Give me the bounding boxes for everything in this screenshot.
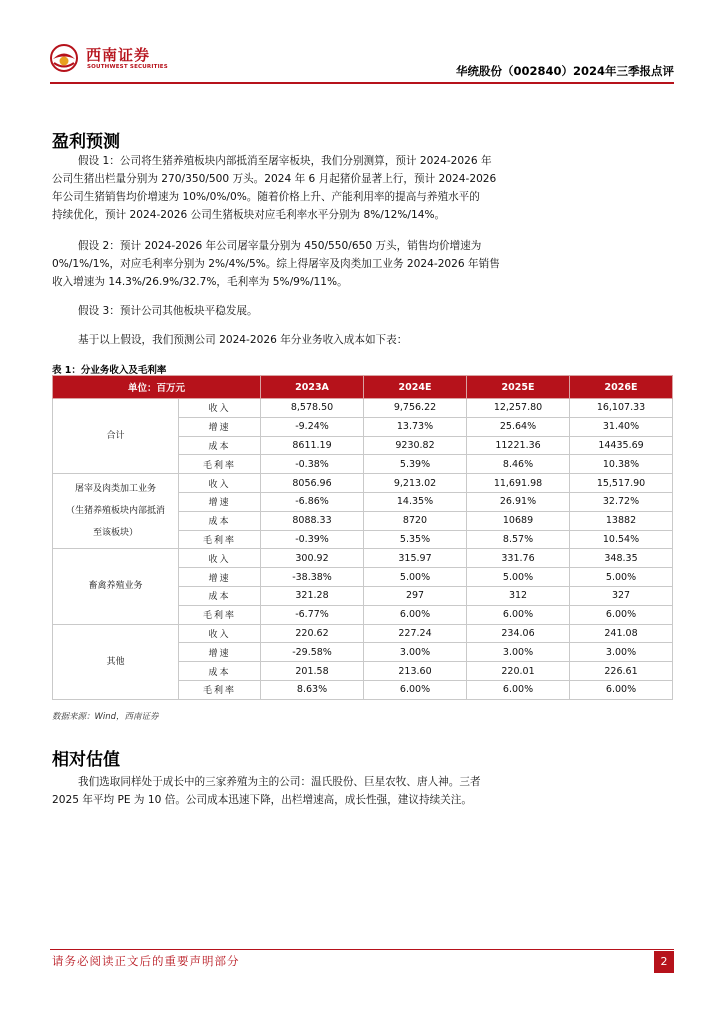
value-cell: 5.00% <box>570 568 673 587</box>
value-cell: 10689 <box>467 511 570 530</box>
paragraph-line: 收入增速为 14.3%/26.9%/32.7%，毛利率为 5%/9%/11%。 <box>52 276 348 288</box>
value-cell: 321.28 <box>261 586 364 605</box>
value-cell: -29.58% <box>261 643 364 662</box>
value-cell: 10.38% <box>570 455 673 474</box>
value-cell: -0.38% <box>261 455 364 474</box>
value-cell: 8611.19 <box>261 436 364 455</box>
footer-divider <box>50 949 674 950</box>
value-cell: -6.77% <box>261 605 364 624</box>
segment-name-line: 至该板块） <box>92 528 138 539</box>
assumption-2-paragraph <box>52 237 672 291</box>
value-cell: 8720 <box>364 511 467 530</box>
value-cell: 13.73% <box>364 417 467 436</box>
metric-cell: 增速 <box>179 492 261 511</box>
value-cell: 11,691.98 <box>467 474 570 493</box>
value-cell: 6.00% <box>570 605 673 624</box>
value-cell: 6.00% <box>364 680 467 699</box>
column-header: 2025E <box>467 376 570 399</box>
southwest-securities-logo-icon <box>50 44 78 72</box>
page-header <box>0 0 724 90</box>
value-cell: 13882 <box>570 511 673 530</box>
table-row <box>53 624 673 643</box>
value-cell: 26.91% <box>467 492 570 511</box>
metric-cell: 毛利率 <box>179 605 261 624</box>
forecast-intro-paragraph <box>52 331 672 349</box>
page-number: 2 <box>654 951 674 973</box>
value-cell: 8,578.50 <box>261 399 364 418</box>
value-cell: 327 <box>570 586 673 605</box>
paragraph-line: 2025 年平均 PE 为 10 倍。公司成本迅速下降，出栏增速高，成长性强，建议持续关注。 <box>52 794 472 806</box>
table-header-row <box>53 376 673 399</box>
metric-cell: 收入 <box>179 399 261 418</box>
table-body <box>53 399 673 700</box>
value-cell: 234.06 <box>467 624 570 643</box>
value-cell: 11221.36 <box>467 436 570 455</box>
paragraph-line: 假设 3：预计公司其他板块平稳发展。 <box>78 305 258 317</box>
value-cell: 348.35 <box>570 549 673 568</box>
value-cell: 5.39% <box>364 455 467 474</box>
value-cell: 300.92 <box>261 549 364 568</box>
report-title: 华统股份（002840）2024年三季报点评 <box>455 64 674 78</box>
header-divider <box>50 82 674 84</box>
paragraph-line: 公司生猪出栏量分别为 270/350/500 万头。2024 年 6 月起猪价显著上行，预计 2024-2026 <box>52 173 497 185</box>
value-cell: 9,213.02 <box>364 474 467 493</box>
metric-cell: 成本 <box>179 436 261 455</box>
value-cell: 241.08 <box>570 624 673 643</box>
section-title-relative-valuation: 相对估值 <box>52 750 120 770</box>
value-cell: 227.24 <box>364 624 467 643</box>
paragraph-line: 持续优化，预计 2024-2026 公司生猪板块对应毛利率水平分别为 8%/12%/14%。 <box>52 209 446 221</box>
metric-cell: 收入 <box>179 624 261 643</box>
value-cell: 220.62 <box>261 624 364 643</box>
value-cell: 315.97 <box>364 549 467 568</box>
value-cell: 12,257.80 <box>467 399 570 418</box>
segment-revenue-table <box>52 375 673 700</box>
value-cell: 6.00% <box>467 680 570 699</box>
value-cell: 5.00% <box>364 568 467 587</box>
value-cell: 5.00% <box>467 568 570 587</box>
value-cell: 14435.69 <box>570 436 673 455</box>
value-cell: -38.38% <box>261 568 364 587</box>
logo-text-cn: 西南证券 <box>86 46 151 64</box>
metric-cell: 收入 <box>179 549 261 568</box>
paragraph-line: 我们选取同样处于成长中的三家养殖为主的公司：温氏股份、巨星农牧、唐人神。三者 <box>78 776 481 788</box>
paragraph-line: 假设 1：公司将生猪养殖板块内部抵消至屠宰板块，我们分别测算，预计 2024-2026 年 <box>78 155 492 167</box>
value-cell: 8.46% <box>467 455 570 474</box>
metric-cell: 成本 <box>179 662 261 681</box>
value-cell: 9230.82 <box>364 436 467 455</box>
segment-name-line: （生猪养殖板块内部抵消 <box>65 506 165 517</box>
value-cell: 5.35% <box>364 530 467 549</box>
value-cell: -0.39% <box>261 530 364 549</box>
segment-name-cell <box>53 549 179 624</box>
assumption-3-paragraph <box>52 302 672 320</box>
value-cell: 220.01 <box>467 662 570 681</box>
valuation-paragraph <box>52 773 672 809</box>
segment-name-cell <box>53 474 179 549</box>
value-cell: 8056.96 <box>261 474 364 493</box>
segment-name-cell <box>53 624 179 699</box>
value-cell: 6.00% <box>364 605 467 624</box>
column-header: 2024E <box>364 376 467 399</box>
table-row <box>53 474 673 493</box>
segment-name-line: 其他 <box>106 656 125 667</box>
table-row <box>53 549 673 568</box>
data-source-note: 数据来源：Wind，西南证券 <box>52 712 159 722</box>
paragraph-line: 基于以上假设，我们预测公司 2024-2026 年分业务收入成本如下表： <box>78 334 408 346</box>
value-cell: 10.54% <box>570 530 673 549</box>
value-cell: 226.61 <box>570 662 673 681</box>
metric-cell: 增速 <box>179 568 261 587</box>
value-cell: 213.60 <box>364 662 467 681</box>
value-cell: 14.35% <box>364 492 467 511</box>
value-cell: 297 <box>364 586 467 605</box>
value-cell: 31.40% <box>570 417 673 436</box>
unit-header: 单位：百万元 <box>53 376 261 399</box>
metric-cell: 成本 <box>179 511 261 530</box>
value-cell: 25.64% <box>467 417 570 436</box>
paragraph-line: 0%/1%/1%，对应毛利率分别为 2%/4%/5%。综上得屠宰及肉类加工业务 2024-2026 年销售 <box>52 258 500 270</box>
segment-name-cell <box>53 399 179 474</box>
value-cell: 3.00% <box>570 643 673 662</box>
value-cell: 6.00% <box>570 680 673 699</box>
column-header: 2023A <box>261 376 364 399</box>
assumption-1-paragraph <box>52 152 672 224</box>
value-cell: 32.72% <box>570 492 673 511</box>
value-cell: -9.24% <box>261 417 364 436</box>
value-cell: 16,107.33 <box>570 399 673 418</box>
value-cell: 8088.33 <box>261 511 364 530</box>
metric-cell: 增速 <box>179 417 261 436</box>
section-title-earnings-forecast: 盈利预测 <box>52 132 120 152</box>
segment-name-line: 屠宰及肉类加工业务 <box>74 484 156 495</box>
value-cell: 3.00% <box>467 643 570 662</box>
metric-cell: 成本 <box>179 586 261 605</box>
value-cell: 9,756.22 <box>364 399 467 418</box>
segment-name-line: 合计 <box>106 431 125 442</box>
value-cell: 8.57% <box>467 530 570 549</box>
value-cell: -6.86% <box>261 492 364 511</box>
logo-text-en: SOUTHWEST SECURITIES <box>87 64 168 70</box>
metric-cell: 增速 <box>179 643 261 662</box>
metric-cell: 毛利率 <box>179 530 261 549</box>
metric-cell: 毛利率 <box>179 455 261 474</box>
value-cell: 6.00% <box>467 605 570 624</box>
paragraph-line: 年公司生猪销售均价增速为 10%/0%/0%。随着价格上升、产能利用率的提高与养殖水平的 <box>52 191 480 203</box>
metric-cell: 收入 <box>179 474 261 493</box>
disclaimer-notice: 请务必阅读正文后的重要声明部分 <box>52 954 240 968</box>
table-row <box>53 399 673 418</box>
value-cell: 8.63% <box>261 680 364 699</box>
value-cell: 201.58 <box>261 662 364 681</box>
table-caption: 表 1：分业务收入及毛利率 <box>52 365 167 376</box>
value-cell: 3.00% <box>364 643 467 662</box>
segment-name-line: 畜禽养殖业务 <box>88 581 143 592</box>
value-cell: 331.76 <box>467 549 570 568</box>
column-header: 2026E <box>570 376 673 399</box>
paragraph-line: 假设 2：预计 2024-2026 年公司屠宰量分别为 450/550/650 万头，销售均价增速为 <box>78 240 482 252</box>
metric-cell: 毛利率 <box>179 680 261 699</box>
value-cell: 15,517.90 <box>570 474 673 493</box>
value-cell: 312 <box>467 586 570 605</box>
